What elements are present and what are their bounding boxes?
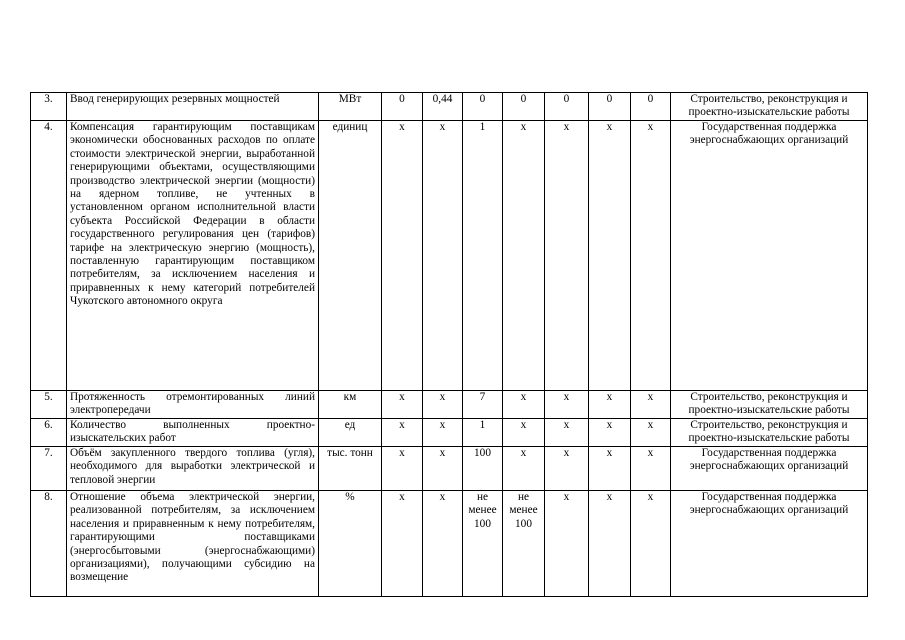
year-value: 0 — [463, 93, 503, 121]
year-value: х — [503, 121, 545, 391]
year-value: х — [423, 447, 463, 491]
year-value: х — [545, 447, 589, 491]
row-number: 8. — [31, 491, 67, 597]
year-value: 0 — [545, 93, 589, 121]
indicators-table — [30, 92, 868, 597]
year-value: х — [631, 447, 671, 491]
year-value: х — [545, 121, 589, 391]
table-row — [31, 391, 868, 419]
row-number: 6. — [31, 419, 67, 447]
year-value: не менее 100 — [463, 491, 503, 597]
table-row — [31, 447, 868, 491]
table-row — [31, 419, 868, 447]
activity-area: Государственная поддержка энергоснабжающих организаций — [671, 491, 868, 597]
year-value: х — [589, 121, 631, 391]
table-row — [31, 491, 868, 597]
year-value: 1 — [463, 121, 503, 391]
year-value: х — [382, 419, 423, 447]
indicator-name: Компенсация гарантирующим поставщикам экономически обоснованных расходов по оплате стоимости электрической энергии, выработанной генерирующими объектами, осуществляющими производство электрической энергии (мощности) на ядерном топливе, не учтенных в установленном органом исполнительной власти субъекта Российской Федерации в области государственного регулирования цен (тарифов) тарифе на электрическую энергию (мощность), поставленную гарантирующим поставщиком потребителям, за исключением населения и приравненных к нему категорий потребителей Чукотского автономного округа — [67, 121, 319, 391]
year-value: х — [631, 419, 671, 447]
year-value: 0 — [589, 93, 631, 121]
table-row — [31, 93, 868, 121]
unit-of-measure: км — [319, 391, 382, 419]
unit-of-measure: единиц — [319, 121, 382, 391]
indicator-name: Отношение объема электрической энергии, реализованной потребителям, за исключением населения и приравненным к нему потребителям, гарантирующими поставщиками (энергосбытовыми (энергоснабжающими) организациями), получающими субсидию на возмещение — [67, 491, 319, 597]
year-value: х — [382, 491, 423, 597]
year-value: х — [503, 447, 545, 491]
table-body — [31, 93, 868, 597]
year-value: х — [382, 391, 423, 419]
activity-area: Строительство, реконструкция и проектно-изыскательские работы — [671, 93, 868, 121]
activity-area: Государственная поддержка энергоснабжающих организаций — [671, 121, 868, 391]
year-value: х — [631, 121, 671, 391]
row-number: 3. — [31, 93, 67, 121]
year-value: х — [631, 391, 671, 419]
unit-of-measure: ед — [319, 419, 382, 447]
year-value: х — [589, 491, 631, 597]
year-value: х — [589, 391, 631, 419]
unit-of-measure: % — [319, 491, 382, 597]
year-value: х — [545, 391, 589, 419]
unit-of-measure: тыс. тонн — [319, 447, 382, 491]
indicator-name: Ввод генерирующих резервных мощностей — [67, 93, 319, 121]
row-number: 5. — [31, 391, 67, 419]
year-value: 7 — [463, 391, 503, 419]
year-value: х — [503, 419, 545, 447]
year-value: х — [589, 447, 631, 491]
year-value: х — [545, 419, 589, 447]
year-value: х — [423, 121, 463, 391]
year-value: х — [423, 391, 463, 419]
year-value: 0 — [503, 93, 545, 121]
activity-area: Строительство, реконструкция и проектно-изыскательские работы — [671, 419, 868, 447]
year-value: х — [545, 491, 589, 597]
year-value: не менее 100 — [503, 491, 545, 597]
year-value: х — [589, 419, 631, 447]
activity-area: Государственная поддержка энергоснабжающих организаций — [671, 447, 868, 491]
table-row — [31, 121, 868, 391]
year-value: х — [423, 491, 463, 597]
row-number: 7. — [31, 447, 67, 491]
activity-area: Строительство, реконструкция и проектно-изыскательские работы — [671, 391, 868, 419]
year-value: х — [382, 121, 423, 391]
year-value: 0,44 — [423, 93, 463, 121]
year-value: 0 — [382, 93, 423, 121]
year-value: х — [382, 447, 423, 491]
year-value: х — [423, 419, 463, 447]
indicator-name: Объём закупленного твердого топлива (угля), необходимого для выработки электрической и тепловой энергии — [67, 447, 319, 491]
year-value: 100 — [463, 447, 503, 491]
unit-of-measure: МВт — [319, 93, 382, 121]
row-number: 4. — [31, 121, 67, 391]
year-value: 0 — [631, 93, 671, 121]
year-value: х — [631, 491, 671, 597]
year-value: 1 — [463, 419, 503, 447]
indicator-name: Протяженность отремонтированных линий электропередачи — [67, 391, 319, 419]
year-value: х — [503, 391, 545, 419]
indicator-name: Количество выполненных проектно-изыскательских работ — [67, 419, 319, 447]
